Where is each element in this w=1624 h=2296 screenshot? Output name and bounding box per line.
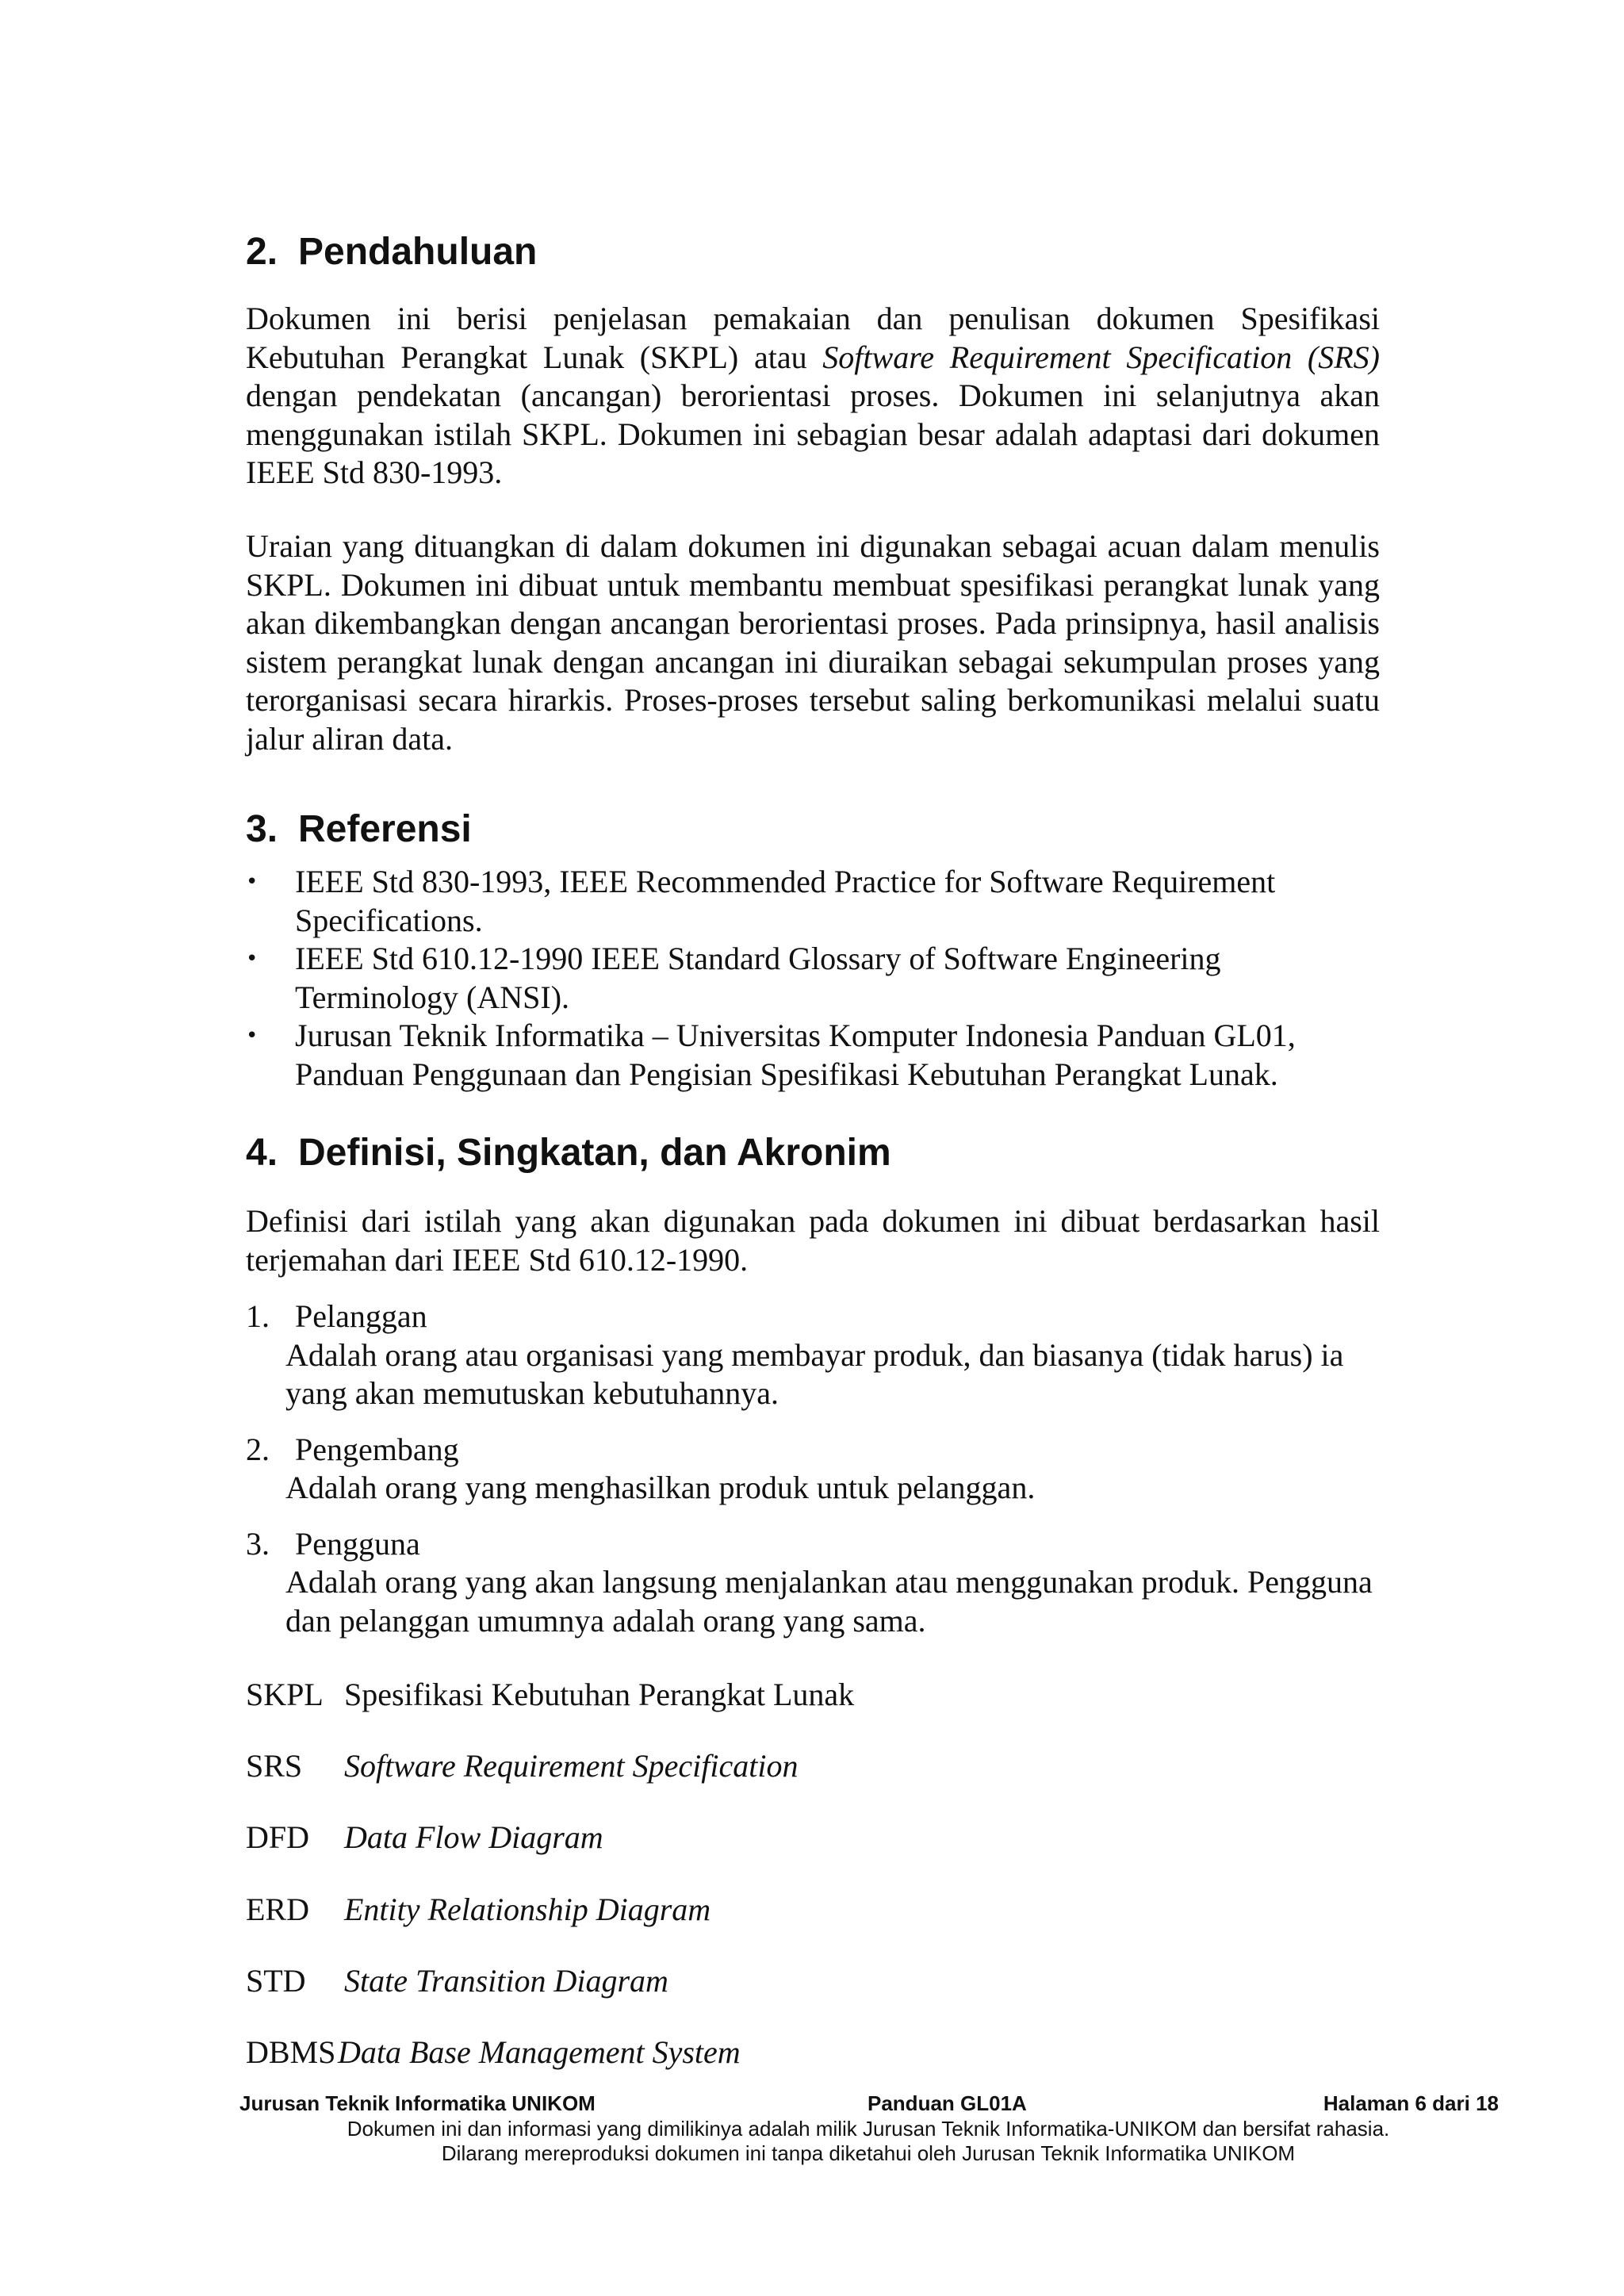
abbreviation-key: SKPL <box>246 1677 324 1712</box>
abbreviation-value: Entity Relationship Diagram <box>344 1892 711 1927</box>
section-heading-definisi <box>246 1131 891 1175</box>
footer-confidentiality-note: Dokumen ini dan informasi yang dimilikinya adalah milik Jurusan Teknik Informatika-UNIKOM dan bersifat rahasia. <box>347 2117 1390 2141</box>
reference-text: IEEE Std 610.12-1990 IEEE Standard Glossary of Software Engineering Terminology (ANSI). <box>295 941 1221 1015</box>
term-name: Pelanggan <box>295 1298 427 1334</box>
section-heading-pendahuluan <box>246 230 537 274</box>
section-number: 4. <box>246 1132 278 1174</box>
definisi-intro: Definisi dari istilah yang akan digunakan pada dokumen ini dibuat berdasarkan hasil terjemahan dari IEEE Std 610.12-1990. <box>246 1203 1380 1278</box>
term-name: Pengguna <box>295 1525 420 1562</box>
term-description: Adalah orang yang akan langsung menjalankan atau menggunakan produk. Pengguna dan pelanggan umumnya adalah orang yang sama. <box>285 1564 1373 1639</box>
abbreviation-value: State Transition Diagram <box>344 1963 668 1999</box>
section-title: Definisi, Singkatan, dan Akronim <box>298 1132 891 1174</box>
definition-item <box>246 1297 1380 1413</box>
abbreviation-value: Spesifikasi Kebutuhan Perangkat Lunak <box>344 1677 855 1712</box>
abbreviation-key: ERD <box>246 1892 309 1927</box>
term-definition-list <box>246 1297 1380 1658</box>
footer-department: Jurusan Teknik Informatika UNIKOM <box>239 2091 596 2115</box>
footer-document-id: Panduan GL01A <box>868 2091 1027 2115</box>
definition-item <box>246 1431 1380 1508</box>
reference-item <box>246 940 1380 1017</box>
abbreviation-row <box>246 2033 1380 2073</box>
abbreviation-row <box>246 1962 1380 2002</box>
term-number: 2. <box>246 1431 270 1467</box>
section-number: 2. <box>246 231 278 273</box>
abbreviation-key: SRS <box>246 1748 303 1784</box>
section-heading-referensi <box>246 807 472 852</box>
definition-item <box>246 1525 1380 1641</box>
abbreviation-value: Data Flow Diagram <box>344 1819 603 1855</box>
pendahuluan-paragraph-1 <box>246 300 1380 493</box>
reference-list <box>246 863 1380 1094</box>
page-footer <box>238 2090 1499 2166</box>
footer-page-number: Halaman 6 dari 18 <box>1323 2091 1499 2115</box>
term-name: Pengembang <box>295 1431 459 1467</box>
reference-item <box>246 863 1380 940</box>
reference-item <box>246 1017 1380 1094</box>
abbreviation-value: Data Base Management System <box>338 2034 741 2070</box>
term-number: 3. <box>246 1525 270 1562</box>
term-description: Adalah orang yang menghasilkan produk untuk pelanggan. <box>285 1470 1036 1505</box>
reference-text: Jurusan Teknik Informatika – Universitas Komputer Indonesia Panduan GL01, Panduan Penggunaan dan Pengisian Spesifikasi Kebutuhan Perangkat Lunak. <box>295 1018 1296 1092</box>
srs-term-italic: Software Requirement Specification (SRS) <box>822 339 1380 375</box>
paragraph-text: Dokumen ini berisi penjelasan pemakaian dan penulisan dokumen Spesifikasi Kebutuhan Perangkat Lunak (SKPL) atau <box>246 301 1380 375</box>
section-title: Referensi <box>298 808 472 850</box>
bullet-icon: • <box>246 870 259 894</box>
section-number: 3. <box>246 808 278 850</box>
footer-reproduction-note: Dilarang mereproduksi dokumen ini tanpa diketahui oleh Jurusan Teknik Informatika UNIKOM <box>441 2141 1296 2165</box>
bullet-icon: • <box>246 947 259 971</box>
abbreviation-row <box>246 1819 1380 1858</box>
abbreviation-row <box>246 1891 1380 1930</box>
abbreviation-key: DBMS <box>246 2034 336 2070</box>
paragraph-text: dengan pendekatan (ancangan) berorientasi proses. Dokumen ini selanjutnya akan menggunakan istilah SKPL. Dokumen ini sebagian besar adalah adaptasi dari dokumen IEEE Std 830-1993. <box>246 378 1380 490</box>
abbreviation-row <box>246 1676 1380 1715</box>
section-title: Pendahuluan <box>298 231 538 273</box>
reference-text: IEEE Std 830-1993, IEEE Recommended Practice for Software Requirement Specifications. <box>295 864 1276 938</box>
term-number: 1. <box>246 1298 270 1334</box>
term-description: Adalah orang atau organisasi yang membayar produk, dan biasanya (tidak harus) ia yang akan memutuskan kebutuhannya. <box>285 1336 1344 1411</box>
abbreviation-key: DFD <box>246 1819 310 1855</box>
abbreviation-value: Software Requirement Specification <box>344 1748 799 1784</box>
abbreviation-key: STD <box>246 1963 306 1999</box>
pendahuluan-paragraph-2: Uraian yang dituangkan di dalam dokumen ini digunakan sebagai acuan dalam menulis SKPL. Dokumen ini dibuat untuk membantu membuat spesifikasi perangkat lunak yang akan dikembangkan dengan ancangan berorientasi proses. Pada prinsipnya, hasil analisis sistem perangkat lunak dengan ancangan ini diuraikan sebagai sekumpulan proses yang terorganisasi secara hirarkis. Proses-proses tersebut saling berkomunikasi melalui suatu jalur aliran data. <box>246 528 1380 757</box>
bullet-icon: • <box>246 1024 259 1048</box>
abbreviation-row <box>246 1747 1380 1787</box>
